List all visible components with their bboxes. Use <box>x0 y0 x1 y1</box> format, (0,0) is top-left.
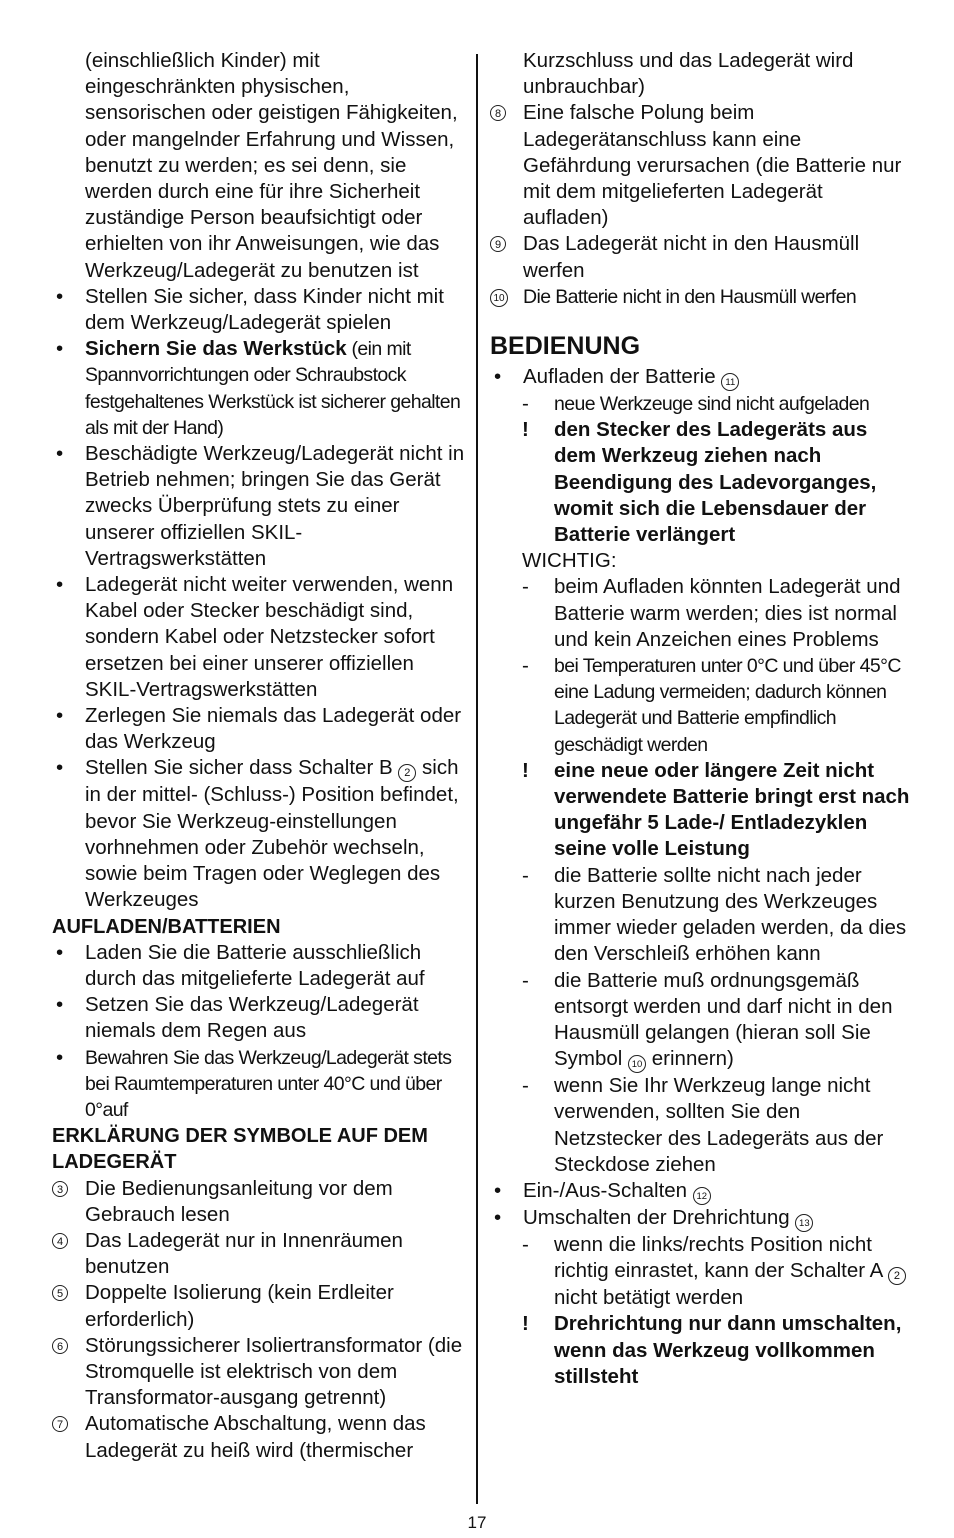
warning-text: Drehrichtung nur dann umschalten, wenn das Werkzeug vollkommen stillsteht <box>554 1312 902 1388</box>
sub-item <box>490 574 910 653</box>
list-item <box>52 992 470 1044</box>
number-circle-icon: 6 <box>52 1338 68 1354</box>
left-column <box>52 48 470 1464</box>
section-heading-symbols: ERKLÄRUNG DER SYMBOLE AUF DEM LADEGERÄT <box>52 1125 428 1174</box>
symbol-item <box>52 1333 470 1412</box>
sub-item-text: die Batterie muß ordnungsgemäß entsorgt werden und darf nicht in den Hausmüll gelangen (hieran soll Sie Symbol <box>554 968 893 1071</box>
list-item <box>52 703 470 755</box>
list-item <box>52 336 470 441</box>
dash-icon: - <box>522 1074 529 1098</box>
dash-icon: - <box>522 863 529 887</box>
warning-text: eine neue oder längere Zeit nicht verwendete Batterie bringt erst nach ungefähr 5 Lade-/ Entladezyklen seine volle Leistung <box>554 758 910 861</box>
sub-item-text: bei Temperaturen unter 0°C und über 45°C eine Ladung vermeiden; dadurch können Ladegerät und Batterie empfindlich geschädigt werden <box>554 655 901 756</box>
list-item-text: (ein mit Spannvorrichtungen oder Schraubstock festgehaltenes Werkstück ist sicherer gehalten als mit der Hand) <box>85 338 461 439</box>
list-item-bold-text: Sichern Sie das Werkstück <box>85 337 347 361</box>
symbol-item <box>490 231 910 283</box>
reference-number-icon: 2 <box>888 1267 906 1285</box>
symbol-text: Die Bedienungsanleitung vor dem Gebrauch lesen <box>85 1176 393 1226</box>
symbol-text: Das Ladegerät nur in Innenräumen benutzen <box>85 1228 403 1279</box>
number-circle-icon: 3 <box>52 1181 68 1197</box>
symbol-item <box>52 1411 470 1463</box>
list-item-text: Bewahren Sie das Werkzeug/Ladegerät stets bei Raumtemperaturen unter 40°C und über 0°auf <box>85 1046 452 1121</box>
dash-icon: - <box>522 654 529 678</box>
symbol-item <box>52 1228 470 1280</box>
symbol-item <box>490 100 910 231</box>
number-circle-icon: 4 <box>52 1233 68 1249</box>
number-circle-icon: 8 <box>490 105 506 121</box>
reference-number-icon: 2 <box>398 764 416 782</box>
dash-icon: - <box>522 575 529 599</box>
list-item-text: Stellen Sie sicher dass Schalter B <box>85 756 399 780</box>
list-item <box>52 1045 470 1124</box>
list-item <box>52 940 470 992</box>
warning-icon: ! <box>522 758 529 782</box>
sub-item-text: beim Aufladen könnten Ladegerät und Batterie warm werden; dies ist normal und kein Anzeichen eines Problems <box>554 575 901 651</box>
important-label: WICHTIG: <box>522 549 617 573</box>
list-item-text: Ein-/Aus-Schalten <box>523 1178 693 1202</box>
sub-item <box>490 653 910 758</box>
reference-number-icon: 13 <box>795 1214 813 1232</box>
dash-icon: - <box>522 1232 529 1256</box>
continuation-text: (einschließlich Kinder) mit eingeschränkten physischen, sensorischen oder geistigen Fähigkeiten, oder mangelnder Erfahrung und Wissen, benutzt zu werden; es sei denn, sie werden durch eine für ihre Sicherheit zuständige Person beaufsichtigt oder erhielten von ihr Anweisungen, wie das Werkzeug/Ladegerät zu benutzen ist <box>85 49 458 282</box>
sub-item <box>490 391 910 417</box>
section-heading-operation: BEDIENUNG <box>490 332 641 361</box>
warning-text: den Stecker des Ladegeräts aus dem Werkzeug ziehen nach Beendigung des Ladevorganges, womit sich die Lebensdauer der Batterie verlängert <box>554 418 877 547</box>
dash-icon: - <box>522 968 529 992</box>
number-circle-icon: 7 <box>52 1416 68 1432</box>
warning-icon: ! <box>522 1312 529 1336</box>
list-item <box>52 572 470 703</box>
warning-item <box>490 758 910 863</box>
list-item <box>52 441 470 572</box>
symbol-text: Das Ladegerät nicht in den Hausmüll werfen <box>523 232 860 282</box>
list-item <box>490 364 910 391</box>
list-item-text: Laden Sie die Batterie ausschließlich durch das mitgelieferte Ladegerät auf <box>85 940 425 990</box>
list-item <box>52 755 470 913</box>
symbol-text: Störungssicherer Isoliertransformator (die Stromquelle ist elektrisch von dem Transformator-ausgang getrennt) <box>85 1333 463 1410</box>
number-circle-icon: 10 <box>490 289 508 307</box>
list-item-text: Umschalten der Drehrichtung <box>523 1205 796 1229</box>
symbol-item <box>52 1176 470 1228</box>
list-item <box>52 284 470 336</box>
sub-item <box>490 863 910 968</box>
symbol-text: Doppelte Isolierung (kein Erdleiter erforderlich) <box>85 1281 394 1331</box>
list-item-text: Aufladen der Batterie <box>523 365 722 389</box>
reference-number-icon: 10 <box>628 1055 646 1073</box>
sub-item-text: nicht betätigt werden <box>554 1286 744 1310</box>
list-item <box>490 1178 910 1205</box>
right-column <box>490 48 910 1390</box>
column-divider <box>476 54 478 1504</box>
sub-item <box>490 1232 910 1311</box>
sub-item-text: die Batterie sollte nicht nach jeder kurzen Benutzung des Werkzeuges immer wieder geladen werden, da dies den Verschleiß erhöhen kann <box>554 863 907 966</box>
symbol-item <box>52 1280 470 1332</box>
symbol-text: Die Batterie nicht in den Hausmüll werfen <box>523 285 857 308</box>
reference-number-icon: 11 <box>721 373 739 391</box>
continuation-text: Kurzschluss und das Ladegerät wird unbrauchbar) <box>523 49 854 99</box>
reference-number-icon: 12 <box>693 1187 711 1205</box>
list-item-text: Stellen Sie sicher, dass Kinder nicht mit dem Werkzeug/Ladegerät spielen <box>85 284 444 335</box>
list-item <box>490 1205 910 1232</box>
list-item-text: Zerlegen Sie niemals das Ladegerät oder das Werkzeug <box>85 704 462 754</box>
page-number: 17 <box>467 1513 487 1532</box>
sub-item-text: neue Werkzeuge sind nicht aufgeladen <box>554 393 870 416</box>
section-heading-charging: AUFLADEN/BATTERIEN <box>52 915 281 938</box>
number-circle-icon: 5 <box>52 1285 68 1301</box>
number-circle-icon: 9 <box>490 236 506 252</box>
sub-item-text: wenn Sie Ihr Werkzeug lange nicht verwenden, sollten Sie den Netzstecker des Ladegeräts aus der Steckdose ziehen <box>554 1074 884 1176</box>
symbol-text: Eine falsche Polung beim Ladegerätanschluss kann eine Gefährdung verursachen (die Batterie nur mit dem mitgelieferten Ladegerät aufladen) <box>523 101 902 230</box>
sub-item-text: wenn die links/rechts Position nicht richtig einrastet, kann der Schalter A <box>554 1232 888 1283</box>
warning-item <box>490 1311 910 1390</box>
dash-icon: - <box>522 392 529 416</box>
sub-item <box>490 1073 910 1178</box>
sub-item-text: erinnern) <box>646 1047 734 1071</box>
sub-item <box>490 968 910 1074</box>
warning-icon: ! <box>522 418 529 442</box>
list-item-text: Ladegerät nicht weiter verwenden, wenn Kabel oder Stecker beschädigt sind, sondern Kabel oder Netzstecker sofort ersetzen bei einer unserer offiziellen SKIL-Vertragswerkstätten <box>85 573 454 701</box>
symbol-text: Automatische Abschaltung, wenn das Ladegerät zu heiß wird (thermischer <box>85 1412 426 1462</box>
list-item-text: Beschädigte Werkzeug/Ladegerät nicht in Betrieb nehmen; bringen Sie das Gerät zwecks Überprüfung stets zu einer unserer offiziellen SKIL-Vertragswerkstätten <box>85 442 465 570</box>
warning-item <box>490 417 910 548</box>
list-item-text: Setzen Sie das Werkzeug/Ladegerät niemals dem Regen aus <box>85 993 419 1043</box>
list-item-text: sich in der mittel- (Schluss-) Position befindet, bevor Sie Werkzeug-einstellungen vorhnehmen oder Zubehör wechseln, sowie beim Tragen oder Weglegen des Werkzeuges <box>85 756 459 912</box>
symbol-item <box>490 284 910 310</box>
